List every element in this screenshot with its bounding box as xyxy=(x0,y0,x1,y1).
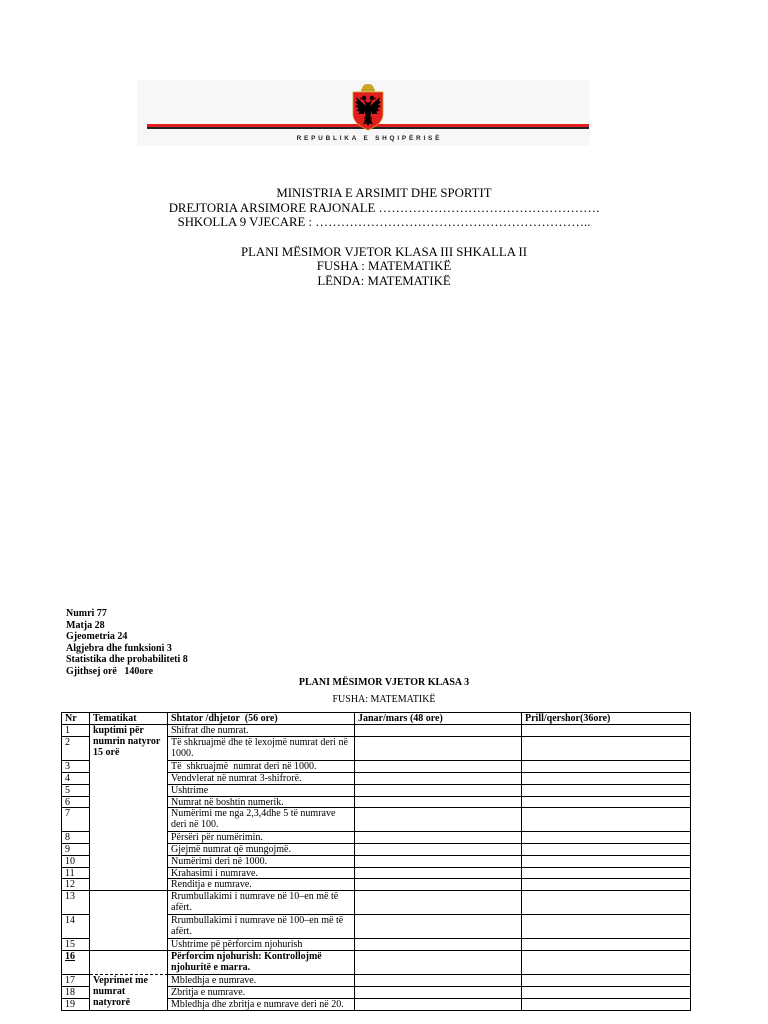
term2-cell xyxy=(355,797,522,808)
term2-cell xyxy=(355,761,522,773)
directorate-line: DREJTORIA ARSIMORE RAJONALE ……………………………………………. xyxy=(168,200,600,215)
lesson-cell xyxy=(168,844,355,856)
row-number-cell: 18 xyxy=(62,987,90,999)
blank-line xyxy=(0,230,768,245)
lesson-cell xyxy=(168,797,355,808)
title-block xyxy=(0,186,768,289)
lesson-text: Numërimi me nga 2,3,4dhe 5 të numrave deri në 100. xyxy=(171,808,338,830)
row-number-cell: 2 xyxy=(62,737,90,761)
header-term1: Shtator /dhjetor (56 ore) xyxy=(168,713,355,725)
lesson-text: Mbledhja dhe zbritja e numrave deri në 20. xyxy=(171,999,344,1010)
summary-line: Gjeometria 24 xyxy=(66,631,128,643)
term3-cell xyxy=(522,856,691,868)
lesson-cell xyxy=(168,808,355,832)
lesson-text: Të shkruajmë numrat deri në 1000. xyxy=(171,761,317,772)
term3-cell xyxy=(522,844,691,856)
summary-total: Gjithsej orë 140ore xyxy=(66,665,154,677)
row-number-cell: 4 xyxy=(62,773,90,785)
term2-cell xyxy=(355,725,522,737)
term2-cell xyxy=(355,856,522,868)
term3-cell xyxy=(522,725,691,737)
summary-line: Matja 28 xyxy=(66,619,105,631)
row-number-cell: 19 xyxy=(62,999,90,1011)
term2-cell xyxy=(355,808,522,832)
theme-cell xyxy=(90,975,168,1011)
hours-summary xyxy=(66,608,188,678)
term2-cell xyxy=(355,844,522,856)
term2-cell xyxy=(355,868,522,879)
country-name: REPUBLIKA E SHQIPËRISË xyxy=(296,135,443,142)
lesson-text: Zbritja e numrave. xyxy=(171,987,246,998)
term2-cell xyxy=(355,975,522,987)
row-number-cell: 3 xyxy=(62,761,90,773)
lesson-cell xyxy=(168,868,355,879)
plan-heading: PLANI MËSIMOR VJETOR KLASA III SHKALLA II xyxy=(240,244,528,259)
theme-cell-empty xyxy=(90,891,168,951)
lesson-text: Të shkruajmë dhe të lexojmë numrat deri në 1000. xyxy=(171,737,351,759)
header-nr: Nr xyxy=(62,713,90,725)
term3-cell xyxy=(522,808,691,832)
term2-cell xyxy=(355,939,522,951)
lesson-cell xyxy=(168,832,355,844)
lesson-cell xyxy=(168,879,355,891)
term2-cell xyxy=(355,999,522,1011)
theme-cell xyxy=(90,725,168,891)
lesson-text: Përsëri për numërimin. xyxy=(171,832,263,843)
term3-cell xyxy=(522,999,691,1011)
term3-cell xyxy=(522,737,691,761)
lesson-text: Ushtrime xyxy=(171,785,209,796)
row-number-cell: 10 xyxy=(62,856,90,868)
term3-cell xyxy=(522,832,691,844)
lesson-text: Renditja e numrave. xyxy=(171,879,252,890)
term3-cell xyxy=(522,951,691,975)
lesson-cell xyxy=(168,737,355,761)
term3-cell xyxy=(522,797,691,808)
lesson-cell xyxy=(168,915,355,939)
header-themes: Tematikat xyxy=(90,713,168,725)
term3-cell xyxy=(522,773,691,785)
term3-cell xyxy=(522,891,691,915)
lesson-cell xyxy=(168,939,355,951)
term2-cell xyxy=(355,737,522,761)
row-number-cell: 13 xyxy=(62,891,90,915)
term3-cell xyxy=(522,915,691,939)
ministry-name: MINISTRIA E ARSIMIT DHE SPORTIT xyxy=(276,186,492,200)
lesson-text: Gjejmë numrat që mungojmë. xyxy=(171,844,291,855)
lesson-text: Numërimi deri në 1000. xyxy=(171,856,268,867)
term3-cell xyxy=(522,939,691,951)
lesson-cell xyxy=(168,987,355,999)
theme-label: kuptimi për numrin natyror 15 orë xyxy=(93,725,161,758)
theme-label: Veprimet me numrat natyrorë xyxy=(93,975,148,1008)
school-line: SHKOLLA 9 VJECARE : ……………………………………………………….. xyxy=(177,215,591,230)
row-number-cell: 5 xyxy=(62,785,90,797)
field-heading: FUSHA : MATEMATIKË xyxy=(316,259,452,274)
lesson-cell xyxy=(168,773,355,785)
lesson-text: Mbledhja e numrave. xyxy=(171,975,257,986)
lesson-text: Vendvlerat në numrat 3-shifrorë. xyxy=(171,773,302,784)
summary-line: Statistika dhe probabiliteti 8 xyxy=(66,654,188,666)
lesson-text: Rrumbullakimi i numrave në 10–en më të afërt. xyxy=(171,891,341,913)
summary-line: Numri 77 xyxy=(66,608,107,619)
term3-cell xyxy=(522,879,691,891)
term2-cell xyxy=(355,891,522,915)
lesson-cell xyxy=(168,975,355,987)
lesson-cell xyxy=(168,785,355,797)
row-number-cell: 11 xyxy=(62,868,90,879)
lesson-cell xyxy=(168,725,355,737)
row-number-cell: 8 xyxy=(62,832,90,844)
lesson-cell xyxy=(168,891,355,915)
lesson-text: Numrat në boshtin numerik. xyxy=(171,797,284,808)
row-number-cell: 17 xyxy=(62,975,90,987)
lesson-text: Rrumbullakimi i numrave në 100–en më të afërt. xyxy=(171,915,346,937)
row-number-cell: 15 xyxy=(62,939,90,951)
plan-table xyxy=(61,712,691,1011)
albania-coat-of-arms-icon xyxy=(350,83,386,131)
term3-cell xyxy=(522,987,691,999)
lesson-cell xyxy=(168,999,355,1011)
row-number-cell: 14 xyxy=(62,915,90,939)
term2-cell xyxy=(355,832,522,844)
row-number-cell: 16 xyxy=(62,951,90,975)
theme-cell-empty xyxy=(90,951,168,975)
term2-cell xyxy=(355,773,522,785)
lesson-cell xyxy=(168,761,355,773)
term3-cell xyxy=(522,785,691,797)
plan-table-field: FUSHA: MATEMATIKË xyxy=(332,694,436,705)
term3-cell xyxy=(522,761,691,773)
summary-line: Algjebra dhe funksioni 3 xyxy=(66,642,172,654)
term2-cell xyxy=(355,951,522,975)
header-term2: Janar/mars (48 ore) xyxy=(355,713,522,725)
row-number-cell: 9 xyxy=(62,844,90,856)
lesson-cell xyxy=(168,951,355,975)
row-number-cell: 1 xyxy=(62,725,90,737)
row-number-cell: 7 xyxy=(62,808,90,832)
term2-cell xyxy=(355,987,522,999)
term3-cell xyxy=(522,868,691,879)
lesson-cell xyxy=(168,856,355,868)
term2-cell xyxy=(355,785,522,797)
lesson-text: Ushtrime pë përforcim njohurish xyxy=(171,939,303,950)
lesson-text: Krahasimi i numrave. xyxy=(171,868,258,879)
term3-cell xyxy=(522,975,691,987)
row-number-cell: 6 xyxy=(62,797,90,808)
row-number-cell: 12 xyxy=(62,879,90,891)
term2-cell xyxy=(355,915,522,939)
lesson-text: Shifrat dhe numrat. xyxy=(171,725,249,736)
lesson-text: Përforcim njohurish: Kontrollojmë njohuritë e marra. xyxy=(171,951,325,973)
header-term3: Prill/qershor(36ore) xyxy=(522,713,691,725)
term2-cell xyxy=(355,879,522,891)
plan-table-title: PLANI MËSIMOR VJETOR KLASA 3 xyxy=(298,677,470,688)
subject-heading: LËNDA: MATEMATIKË xyxy=(317,274,451,289)
